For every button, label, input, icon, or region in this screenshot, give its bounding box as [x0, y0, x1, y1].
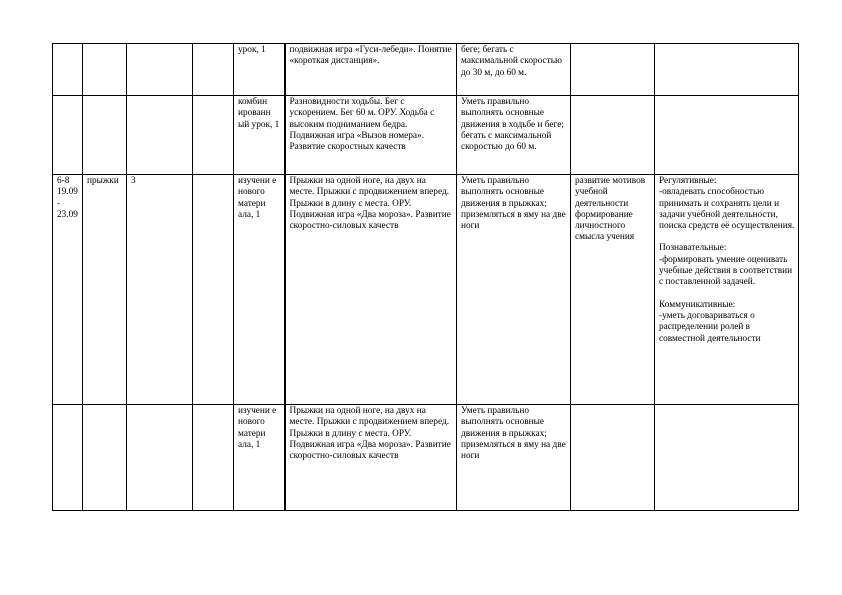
topic-cell: прыжки [83, 175, 127, 405]
uud-cell [655, 44, 799, 96]
lesson-type-cell: изучени е нового матери ала, 1 [234, 405, 285, 511]
uud-cell [655, 405, 799, 511]
lesson-dates: 19.09- 23.09 [57, 187, 78, 220]
topic-cell [127, 44, 193, 96]
hours-cell [193, 44, 234, 96]
subject-results-cell: Уметь правильно выполнять основные движения в прыжках; приземляться в яму на две ноги [457, 405, 571, 511]
table-row [53, 175, 799, 405]
dates-cell [83, 405, 127, 511]
lesson-content-cell: Прыжки на одной ноге, на двух на месте. Прыжки с продвижением вперед. Прыжки в длину с места. ОРУ. Подвижная игра «Два мороза». Развитие скоростно-силовых качеств [285, 175, 457, 405]
personal-results-cell [571, 405, 655, 511]
hours-cell [193, 405, 234, 511]
table-row [53, 44, 799, 96]
uud-communicative-title: Коммуникативные: [659, 299, 736, 310]
topic-cell [127, 405, 193, 511]
lesson-number-cell [53, 405, 83, 511]
lesson-type-cell: урок, 1 [234, 44, 285, 96]
hours-cell: 3 [127, 175, 193, 405]
uud-cell [655, 96, 799, 175]
subject-results-cell: беге; бегать с максимальной скоростью до 30 м, до 60 м. [457, 44, 571, 96]
lesson-number-cell [53, 96, 83, 175]
uud-communicative-text: -уметь договариваться о распределении ролей в совместной деятельности [659, 310, 761, 344]
dates-cell [83, 96, 127, 175]
personal-results-cell [571, 96, 655, 175]
lesson-number-cell [53, 44, 83, 96]
uud-cell [655, 175, 799, 405]
lesson-content-cell: Разновидности ходьбы. Бег с ускорением. Бег 60 м. ОРУ. Ходьба с высоким подниманием бедра. Подвижная игра «Вызов номера». Развитие скоростных качеств [285, 96, 457, 175]
topic-cell [127, 96, 193, 175]
uud-regulatory-title: Регулятивные: [659, 176, 717, 186]
uud-cognitive-text: -формировать умение оценивать учебные действия в соответствии с поставленной задачей. [659, 254, 793, 288]
empty-cell [193, 175, 234, 405]
uud-cognitive-title: Познавательные: [659, 243, 727, 254]
hours-cell [193, 96, 234, 175]
lesson-number-cell [53, 175, 83, 405]
lesson-content-cell: подвижная игра «Гуси-лебеди». Понятие «короткая дистанция». [285, 44, 457, 96]
personal-results-cell: развитие мотивов учебной деятельности формирование личностного смысла учения [571, 175, 655, 405]
personal-results-cell [571, 44, 655, 96]
subject-results-cell: Уметь правильно выполнять основные движения в прыжках; приземляться в яму на две ноги [457, 175, 571, 405]
lesson-type-cell: изучени е нового матери ала, 1 [234, 175, 285, 405]
lesson-plan-table [52, 43, 799, 511]
uud-regulatory-text: -овладевать способностью принимать и сохранять цели и задачи учебной деятельности, поиска средств её осуществления. [659, 187, 795, 232]
dates-cell [83, 44, 127, 96]
table-row [53, 96, 799, 175]
subject-results-cell: Уметь правильно выполнять основные движения в ходьбе и беге; бегать с максимальной скоростью до 60 м. [457, 96, 571, 175]
lesson-type-cell: комбин ированн ый урок, 1 [234, 96, 285, 175]
lesson-number: 6-8 [57, 176, 70, 186]
lesson-content-cell: Прыжки на одной ноге, на двух на месте. Прыжки с продвижением вперед. Прыжки в длину с места. ОРУ. Подвижная игра «Два мороза». Развитие скоростно-силовых качеств [285, 405, 457, 511]
table-row [53, 405, 799, 511]
